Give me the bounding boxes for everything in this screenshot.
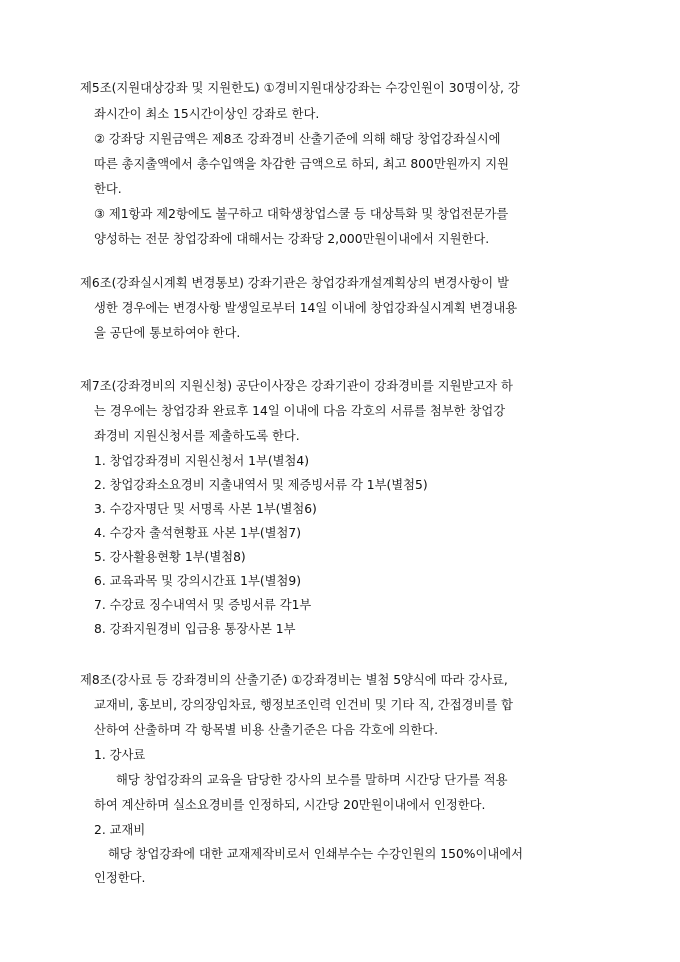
article-5-line: 좌시간이 최소 15시간이상인 강좌로 한다. <box>94 107 320 121</box>
article-5-line: ② 강좌당 지원금액은 제8조 강좌경비 산출기준에 의해 해당 창업강좌실시에 <box>94 132 501 146</box>
article-7-heading-line: 제7조(강좌경비의 지원신청) 공단이사장은 강좌기관이 강좌경비를 지원받고자 하 <box>80 379 513 393</box>
article-8-line: 하여 계산하며 실소요경비를 인정하되, 시간당 20만원이내에서 인정한다. <box>94 798 486 812</box>
article-5-line: 양성하는 전문 창업강좌에 대해서는 강좌당 2,000만원이내에서 지원한다. <box>94 232 490 246</box>
article-7-list-item: 2. 창업강좌소요경비 지출내역서 및 제증빙서류 각 1부(별첨5) <box>94 478 428 492</box>
article-7-list-item: 8. 강좌지원경비 입금용 통장사본 1부 <box>94 622 296 636</box>
article-6-line: 생한 경우에는 변경사항 발생일로부터 14일 이내에 창업강좌실시계획 변경내용 <box>94 301 518 315</box>
article-6-line: 을 공단에 통보하여야 한다. <box>94 326 241 340</box>
article-5-line: 따른 총지출액에서 총수입액을 차감한 금액으로 하되, 최고 800만원까지 지원 <box>94 157 510 171</box>
article-8-subheading: 2. 교재비 <box>94 823 146 837</box>
article-8-line: 해당 창업강좌의 교육을 담당한 강사의 보수를 말하며 시간당 단가를 적용 <box>116 773 508 787</box>
article-8-line: 산하여 산출하며 각 항목별 비용 산출기준은 다음 각호에 의한다. <box>94 723 439 737</box>
article-7-list-item: 3. 수강자명단 및 서명록 사본 1부(별첨6) <box>94 502 317 516</box>
article-8-line: 교재비, 홍보비, 강의장임차료, 행정보조인력 인건비 및 기타 직, 간접경비를 합 <box>94 698 514 712</box>
article-7-list-item: 6. 교육과목 및 강의시간표 1부(별첨9) <box>94 574 302 588</box>
article-8-line: 해당 창업강좌에 대한 교재제작비로서 인쇄부수는 수강인원의 150%이내에서 <box>108 847 523 861</box>
article-7-line: 좌경비 지원신청서를 제출하도록 한다. <box>94 429 300 443</box>
article-7-list-item: 7. 수강료 징수내역서 및 증빙서류 각1부 <box>94 598 312 612</box>
article-7-line: 는 경우에는 창업강좌 완료후 14일 이내에 다음 각호의 서류를 첨부한 창업강 <box>94 404 506 418</box>
article-7-list-item: 4. 수강자 출석현황표 사본 1부(별첨7) <box>94 526 302 540</box>
article-5-line: ③ 제1항과 제2항에도 불구하고 대학생창업스쿨 등 대상특화 및 창업전문가를 <box>94 207 509 221</box>
article-8-line: 인정한다. <box>94 871 146 885</box>
article-7-list-item: 1. 창업강좌경비 지원신청서 1부(별첨4) <box>94 454 310 468</box>
article-6-heading-line: 제6조(강좌실시계획 변경통보) 강좌기관은 창업강좌개설계획상의 변경사항이 발 <box>80 276 509 290</box>
article-5-heading-line: 제5조(지원대상강좌 및 지원한도) ①경비지원대상강좌는 수강인원이 30명이상, 강 <box>80 81 520 95</box>
article-8-subheading: 1. 강사료 <box>94 748 146 762</box>
article-7-list-item: 5. 강사활용현황 1부(별첨8) <box>94 550 246 564</box>
article-8-heading-line: 제8조(강사료 등 강좌경비의 산출기준) ①강좌경비는 별첨 5양식에 따라 강사료, <box>80 673 508 687</box>
article-5-line: 한다. <box>94 182 122 196</box>
